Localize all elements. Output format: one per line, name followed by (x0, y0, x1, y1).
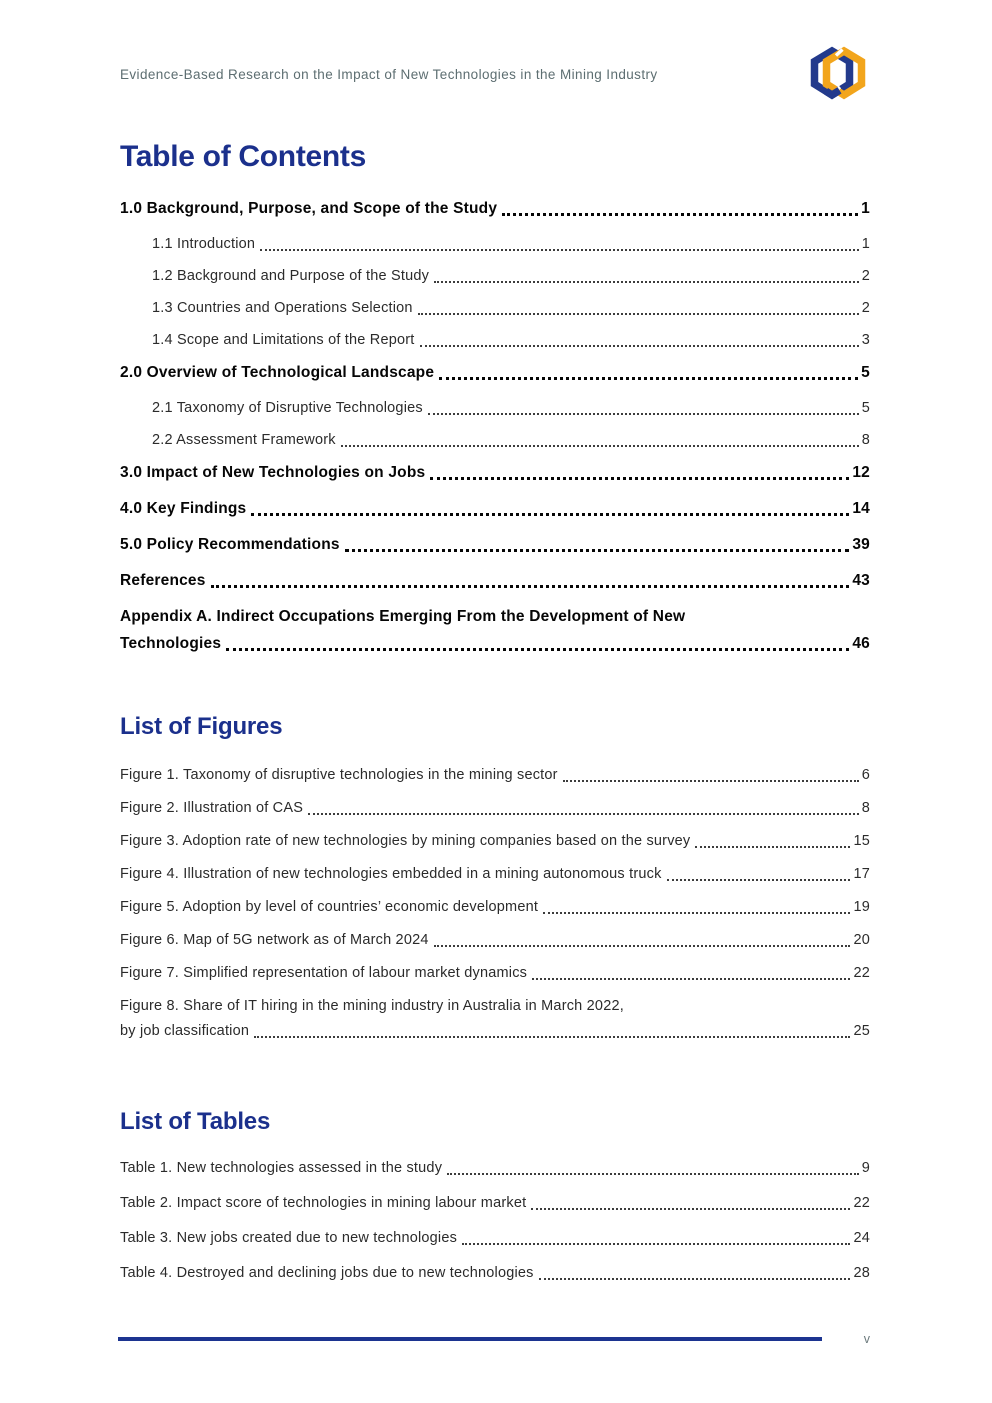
figure-entry[interactable] (120, 831, 870, 852)
footer-rule (118, 1337, 822, 1341)
figure-entry-page: 6 (861, 767, 870, 783)
table-entry-label: Table 2. Impact score of technologies in mining labour market (120, 1195, 527, 1211)
toc-entry-label: 1.0 Background, Purpose, and Scope of the Study (120, 200, 498, 217)
dot-leader (345, 549, 850, 552)
list-of-figures (120, 765, 870, 1042)
toc-entry[interactable] (120, 234, 870, 255)
list-of-figures-title: List of Figures (120, 713, 283, 740)
toc-entry-page: 39 (852, 536, 870, 553)
table-entry-label: Table 3. New jobs created due to new technologies (120, 1230, 458, 1246)
dot-leader (430, 477, 849, 480)
toc-entry-page: 46 (852, 635, 870, 652)
dot-leader (420, 345, 859, 347)
table-entry-page: 22 (853, 1195, 870, 1211)
dot-leader (418, 313, 859, 315)
toc-entry-page: 5 (861, 400, 870, 416)
toc-entry-label: 1.1 Introduction (152, 236, 256, 252)
toc-entry-label: Appendix A. Indirect Occupations Emerging From the Development of New (120, 608, 686, 625)
figure-entry-label: Figure 7. Simplified representation of labour market dynamics (120, 965, 528, 981)
toc-entry-page: 2 (861, 268, 870, 284)
figure-entry-page: 20 (853, 932, 870, 948)
figure-entry[interactable] (120, 897, 870, 918)
toc-entry-label: 5.0 Policy Recommendations (120, 536, 340, 553)
dot-leader (531, 1208, 850, 1210)
toc-entry[interactable] (120, 534, 870, 556)
toc-entry-label: 2.2 Assessment Framework (152, 432, 336, 448)
table-entry-page: 24 (853, 1230, 870, 1246)
page-title: Table of Contents (120, 140, 367, 173)
figure-entry[interactable] (120, 996, 870, 1042)
toc-entry[interactable] (120, 198, 870, 220)
page-header (120, 0, 870, 104)
figure-entry-page: 15 (853, 833, 870, 849)
figure-entry-label: Figure 6. Map of 5G network as of March 2024 (120, 932, 429, 948)
table-of-contents-list (120, 198, 870, 655)
dot-leader (667, 879, 851, 881)
table-entry[interactable] (120, 1228, 870, 1249)
toc-entry[interactable] (120, 498, 870, 520)
toc-entry-label: 1.3 Countries and Operations Selection (152, 300, 413, 316)
toc-entry-page: 2 (861, 300, 870, 316)
table-entry[interactable] (120, 1193, 870, 1214)
page-number: v (863, 1332, 870, 1346)
toc-entry-page: 14 (852, 500, 870, 517)
toc-entry-label: 1.2 Background and Purpose of the Study (152, 268, 430, 284)
dot-leader (532, 978, 850, 980)
figure-entry-page: 19 (853, 899, 870, 915)
dot-leader (260, 249, 859, 251)
figure-entry[interactable] (120, 798, 870, 819)
dot-leader (539, 1278, 851, 1280)
dot-leader (308, 813, 859, 815)
dot-leader (439, 377, 858, 380)
toc-entry-page: 1 (861, 200, 870, 217)
dot-leader (226, 648, 849, 651)
dot-leader (341, 445, 859, 447)
dot-leader (434, 945, 851, 947)
toc-entry-label: 4.0 Key Findings (120, 500, 247, 517)
dot-leader (695, 846, 850, 848)
figure-entry[interactable] (120, 930, 870, 951)
figure-entry-page: 25 (853, 1023, 870, 1039)
toc-entry-label: 2.1 Taxonomy of Disruptive Technologies (152, 400, 423, 416)
dot-leader (251, 513, 849, 516)
figure-entry-label: Figure 2. Illustration of CAS (120, 800, 304, 816)
figure-entry-label: Figure 1. Taxonomy of disruptive technologies in the mining sector (120, 767, 558, 783)
interlocked-hexagons-logo-icon (806, 44, 870, 104)
dot-leader (211, 585, 850, 588)
table-entry-label: Table 1. New technologies assessed in the study (120, 1160, 443, 1176)
toc-entry-label: 2.0 Overview of Technological Landscape (120, 364, 435, 381)
figure-entry-label: Figure 8. Share of IT hiring in the mining industry in Australia in March 2022, (120, 998, 624, 1014)
dot-leader (447, 1173, 859, 1175)
table-entry-label: Table 4. Destroyed and declining jobs due to new technologies (120, 1265, 534, 1281)
toc-entry-page: 12 (852, 464, 870, 481)
toc-entry-page: 43 (852, 572, 870, 589)
toc-entry-label-continued: Technologies (120, 635, 222, 652)
dot-leader (462, 1243, 850, 1245)
figure-entry-label: Figure 4. Illustration of new technologies embedded in a mining autonomous truck (120, 866, 662, 882)
toc-entry[interactable] (120, 330, 870, 351)
dot-leader (254, 1036, 850, 1038)
table-entry-page: 9 (861, 1160, 870, 1176)
toc-entry[interactable] (120, 462, 870, 484)
figure-entry-page: 8 (861, 800, 870, 816)
toc-entry-label: 1.4 Scope and Limitations of the Report (152, 332, 415, 348)
dot-leader (502, 213, 858, 216)
dot-leader (434, 281, 859, 283)
toc-entry[interactable] (120, 362, 870, 384)
toc-entry-page: 3 (861, 332, 870, 348)
figure-entry-page: 17 (853, 866, 870, 882)
dot-leader (428, 413, 859, 415)
figure-entry[interactable] (120, 864, 870, 885)
toc-entry[interactable] (120, 570, 870, 592)
figure-entry[interactable] (120, 765, 870, 786)
figure-entry[interactable] (120, 963, 870, 984)
toc-entry[interactable] (120, 430, 870, 451)
page-footer (118, 1332, 872, 1346)
figure-entry-page: 22 (853, 965, 870, 981)
toc-entry[interactable] (120, 398, 870, 419)
toc-entry-label: 3.0 Impact of New Technologies on Jobs (120, 464, 426, 481)
figure-entry-label: Figure 3. Adoption rate of new technologies by mining companies based on the survey (120, 833, 691, 849)
dot-leader (543, 912, 850, 914)
table-entry[interactable] (120, 1263, 870, 1284)
figure-entry-label: Figure 5. Adoption by level of countries’ economic development (120, 899, 539, 915)
table-entry[interactable] (120, 1158, 870, 1179)
toc-entry-label: References (120, 572, 206, 589)
toc-entry[interactable] (120, 298, 870, 319)
toc-entry-page: 1 (861, 236, 870, 252)
list-of-tables-title: List of Tables (120, 1108, 271, 1135)
figure-entry-label-continued: by job classification (120, 1023, 250, 1039)
table-entry-page: 28 (853, 1265, 870, 1281)
toc-entry-page: 8 (861, 432, 870, 448)
list-of-tables (120, 1158, 870, 1284)
toc-entry-page: 5 (861, 364, 870, 381)
toc-entry[interactable] (120, 266, 870, 287)
toc-entry[interactable] (120, 606, 870, 655)
dot-leader (563, 780, 859, 782)
running-header-title: Evidence-Based Research on the Impact of New Technologies in the Mining Industry (120, 66, 658, 82)
